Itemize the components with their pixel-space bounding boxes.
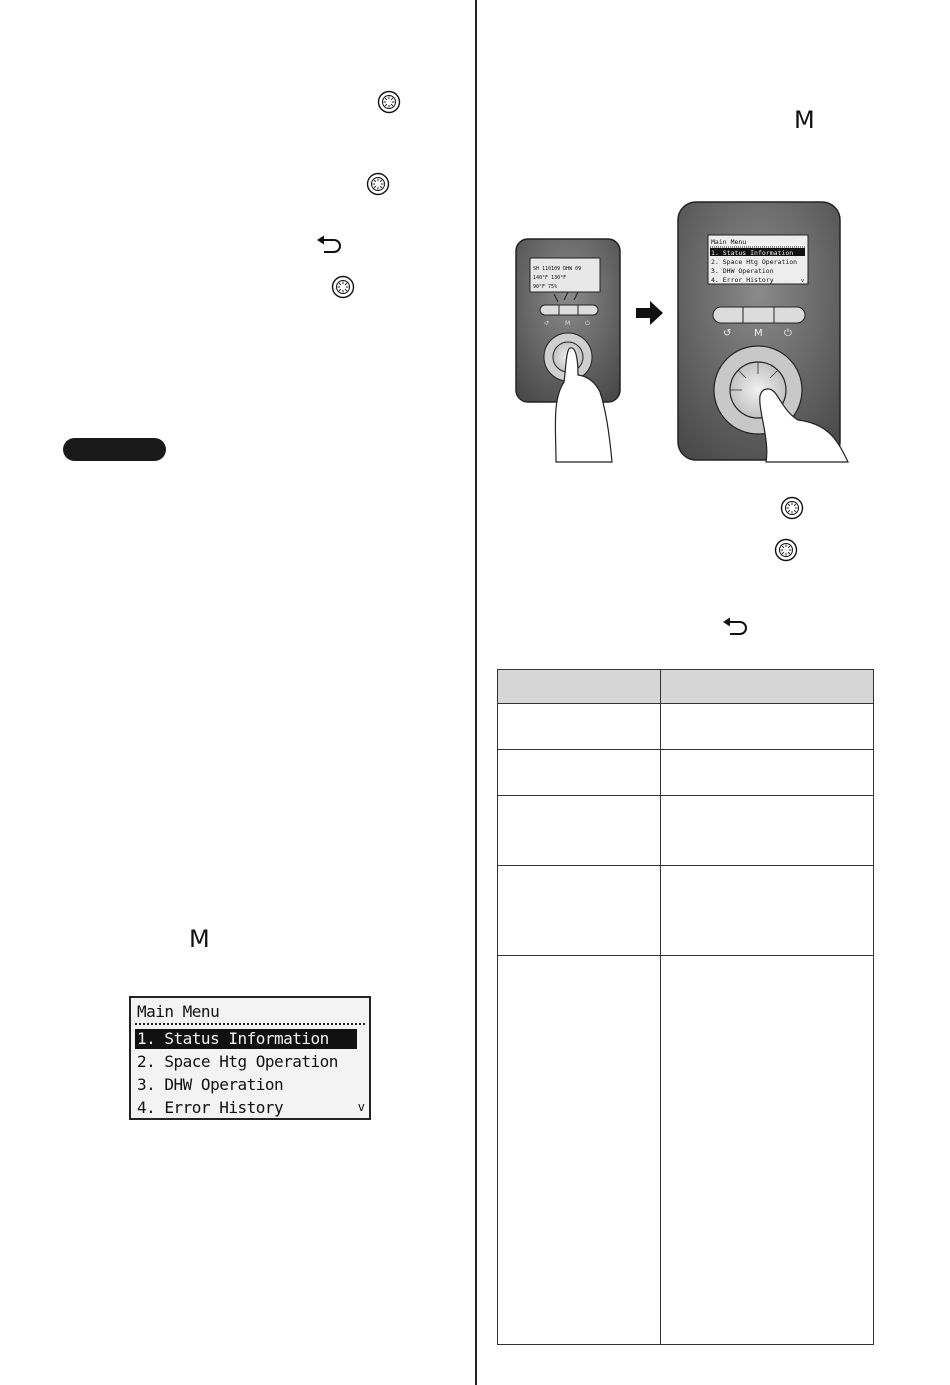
lcd-item-dhw-operation: 3. DHW Operation: [137, 1075, 284, 1094]
small-controller: [516, 239, 620, 462]
right-arrow-icon: [636, 301, 663, 325]
column-divider: [475, 0, 477, 1385]
svg-text:90°F 75%: 90°F 75%: [533, 284, 558, 290]
svg-text:M: M: [565, 320, 571, 327]
large-controller: [678, 202, 848, 462]
menu-button-icon: M: [189, 925, 210, 953]
svg-text:↺: ↺: [544, 320, 550, 327]
lcd-item-space-htg-operation: 2. Space Htg Operation: [137, 1052, 338, 1071]
lcd-separator: [135, 1023, 365, 1025]
dial-knob-icon: [780, 496, 804, 520]
back-arrow-icon: [722, 616, 750, 638]
controller-illustration: [508, 200, 853, 465]
svg-text:↺: ↺: [723, 328, 732, 339]
table-row: [498, 795, 873, 796]
lcd-more-indicator: v: [357, 1100, 365, 1114]
svg-text:⏻: ⏻: [585, 320, 590, 327]
section-heading-pill: [63, 438, 166, 461]
svg-text:⏻: ⏻: [784, 328, 792, 339]
dial-knob-icon: [366, 172, 390, 196]
table-column-divider: [660, 670, 661, 1344]
dial-knob-icon: [377, 90, 401, 114]
svg-text:Main Menu: Main Menu: [711, 238, 747, 246]
dial-knob-icon: [331, 275, 355, 299]
lcd-title: Main Menu: [137, 1002, 220, 1021]
svg-text:2. Space Htg Operation: 2. Space Htg Operation: [711, 258, 798, 266]
menu-table: [497, 669, 874, 1345]
back-arrow-icon: [316, 234, 344, 256]
svg-text:140°F 130°F: 140°F 130°F: [533, 275, 567, 281]
svg-text:SH 110109 DHW 09: SH 110109 DHW 09: [533, 266, 582, 272]
table-row: [498, 749, 873, 750]
svg-text:4. Error History: 4. Error History: [711, 276, 774, 284]
table-row: [498, 865, 873, 866]
lcd-item-status-information: 1. Status Information: [135, 1029, 357, 1049]
table-row: [498, 955, 873, 956]
svg-text:1. Status Information: 1. Status Information: [711, 249, 794, 257]
lcd-item-error-history: 4. Error History: [137, 1098, 284, 1117]
svg-text:M: M: [754, 328, 763, 339]
svg-text:v: v: [801, 278, 805, 284]
dial-knob-icon: [774, 538, 798, 562]
menu-button-icon: M: [794, 106, 815, 134]
lcd-main-menu: [129, 996, 371, 1120]
table-header: [498, 670, 873, 704]
svg-text:3. DHW Operation: 3. DHW Operation: [711, 267, 774, 275]
